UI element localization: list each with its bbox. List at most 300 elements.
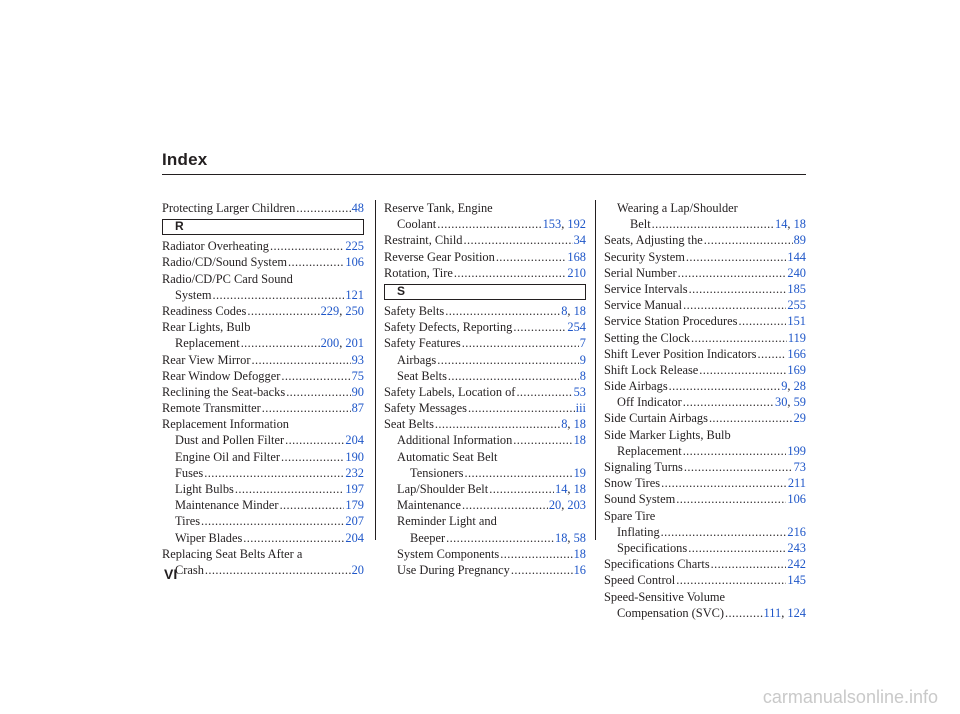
dot-leader	[725, 605, 762, 621]
page-refs	[787, 443, 806, 459]
dot-leader	[489, 481, 554, 497]
dot-leader	[652, 216, 774, 232]
entry-text: Snow Tires	[604, 476, 661, 491]
index-entry	[604, 410, 806, 426]
index-entry	[162, 254, 364, 270]
index-entry	[604, 249, 806, 265]
page-link[interactable]: 18	[555, 530, 568, 545]
page-link[interactable]: 242	[787, 557, 806, 572]
entry-text: Crash	[175, 562, 204, 577]
page-refs	[345, 432, 364, 448]
entry-text: Airbags	[397, 352, 437, 367]
index-entry	[604, 605, 806, 621]
index-entry	[162, 449, 364, 465]
page-refs	[321, 335, 364, 351]
page-link[interactable]: 166	[787, 346, 806, 361]
page-link[interactable]: 168	[567, 249, 586, 264]
entry-text: Rear View Mirror	[162, 352, 251, 367]
index-entry	[604, 459, 806, 475]
dot-leader	[709, 410, 793, 426]
dot-leader	[516, 384, 572, 400]
dot-leader	[448, 368, 579, 384]
index-entry	[384, 432, 586, 448]
index-entry	[384, 497, 586, 513]
page-link[interactable]: 93	[351, 352, 364, 367]
dot-leader	[280, 497, 345, 513]
page-link[interactable]: 169	[787, 362, 806, 377]
section-letter-box	[162, 219, 364, 235]
page-link[interactable]: 18	[573, 303, 586, 318]
page-ref-separator: ,	[561, 217, 568, 232]
dot-leader	[241, 335, 320, 351]
dot-leader	[454, 265, 567, 281]
page-refs	[787, 362, 806, 378]
page-ref-separator: ,	[787, 395, 794, 410]
index-entry	[604, 265, 806, 281]
index-entry	[162, 465, 364, 481]
page-link[interactable]: 87	[351, 401, 364, 416]
entry-text: Shift Lever Position Indicators	[604, 346, 757, 361]
entry-text: Additional Information	[397, 433, 513, 448]
index-entry	[384, 232, 586, 248]
page-refs	[764, 605, 806, 621]
index-entry	[162, 481, 364, 497]
entry-text: Fuses	[175, 465, 204, 480]
page-refs	[574, 465, 586, 481]
page-link[interactable]: 144	[787, 249, 806, 264]
page-ref-separator: ,	[561, 498, 568, 513]
page-refs	[561, 303, 586, 319]
index-entry	[162, 513, 364, 529]
dot-leader	[686, 249, 787, 265]
entry-text: Service Intervals	[604, 281, 688, 296]
index-column-2	[384, 200, 586, 578]
page-refs	[352, 352, 364, 368]
page-link[interactable]: 58	[573, 530, 586, 545]
dot-leader	[204, 465, 344, 481]
dot-leader	[513, 432, 572, 448]
page-refs	[576, 400, 586, 416]
entry-text: Specifications	[617, 540, 688, 555]
page-link[interactable]: 18	[573, 417, 586, 432]
page-link[interactable]: 145	[787, 573, 806, 588]
entry-text: Dust and Pollen Filter	[175, 433, 285, 448]
entry-text: Beeper	[410, 530, 446, 545]
page-link[interactable]: 121	[345, 287, 364, 302]
page-refs	[787, 297, 806, 313]
entry-text: Security System	[604, 249, 685, 264]
page-ref-separator: ,	[339, 303, 346, 318]
dot-leader	[691, 330, 787, 346]
entry-text: System Components	[397, 546, 500, 561]
page-link[interactable]: 14	[775, 217, 788, 232]
page-link[interactable]: 8	[561, 303, 568, 318]
entry-text: Rear Window Defogger	[162, 368, 281, 383]
page-refs	[580, 335, 586, 351]
dot-leader	[437, 216, 541, 232]
dot-leader	[669, 378, 781, 394]
page-link[interactable]: 216	[787, 524, 806, 539]
page-refs	[345, 254, 364, 270]
page-link[interactable]: 30	[775, 395, 788, 410]
entry-text: Safety Defects, Reporting	[384, 320, 513, 335]
index-entry	[604, 362, 806, 378]
entry-text: Replacement Information	[162, 417, 289, 432]
dot-leader	[270, 238, 344, 254]
page-link[interactable]: 250	[345, 303, 364, 318]
page-link[interactable]: 73	[793, 460, 806, 474]
index-entry	[384, 319, 586, 335]
index-heading	[162, 319, 364, 335]
page-link[interactable]: 240	[787, 265, 806, 280]
dot-leader	[689, 281, 787, 297]
entry-text: Radiator Overheating	[162, 239, 270, 254]
index-entry	[604, 394, 806, 410]
entry-text: System	[175, 287, 212, 302]
dot-leader	[462, 497, 548, 513]
entry-text: Replacement	[617, 443, 682, 458]
page-link[interactable]: 106	[787, 492, 806, 507]
dot-leader	[676, 572, 786, 588]
page-refs	[787, 249, 806, 265]
page-refs	[345, 481, 364, 497]
dot-leader	[511, 562, 573, 578]
entry-text: Coolant	[397, 217, 437, 232]
page-refs	[787, 556, 806, 572]
index-entry	[384, 562, 586, 578]
page-refs	[787, 346, 806, 362]
page-link[interactable]: 18	[573, 546, 586, 561]
dot-leader	[235, 481, 345, 497]
page-refs	[352, 368, 364, 384]
dot-leader	[688, 540, 786, 556]
index-heading	[162, 416, 364, 432]
page-link[interactable]: 151	[787, 314, 806, 329]
index-heading	[384, 200, 586, 216]
page-link[interactable]: 229	[320, 303, 340, 318]
index-entry	[162, 400, 364, 416]
dot-leader	[699, 362, 786, 378]
index-entry	[162, 432, 364, 448]
page-link[interactable]: 9	[579, 352, 586, 367]
page-refs	[345, 497, 364, 513]
page-link[interactable]: 48	[351, 201, 364, 215]
entry-text: Use During Pregnancy	[397, 562, 510, 577]
index-heading	[162, 271, 364, 287]
page-refs	[787, 524, 806, 540]
entry-text: Belt	[630, 217, 651, 232]
page-refs	[787, 313, 806, 329]
entry-text: Side Airbags	[604, 379, 668, 394]
page-link[interactable]: 19	[573, 465, 586, 480]
index-entry	[384, 249, 586, 265]
dot-leader	[513, 319, 566, 335]
page-refs	[787, 281, 806, 297]
page-link[interactable]: 210	[567, 265, 586, 280]
page-link[interactable]: 18	[793, 217, 806, 232]
dot-leader	[247, 303, 319, 319]
page-refs	[567, 249, 586, 265]
index-entry	[384, 416, 586, 432]
page-link[interactable]: 20	[351, 562, 364, 577]
page-refs	[574, 546, 586, 562]
page-refs	[787, 540, 806, 556]
entry-text: Readiness Codes	[162, 303, 247, 318]
page-link[interactable]: 53	[573, 384, 586, 399]
page-link[interactable]: 201	[345, 336, 364, 351]
dot-leader	[739, 313, 787, 329]
dot-leader	[201, 513, 344, 529]
page-refs	[561, 416, 586, 432]
index-entry	[162, 384, 364, 400]
page-link[interactable]: 232	[345, 465, 364, 480]
index-entry	[604, 232, 806, 248]
index-heading	[604, 508, 806, 524]
index-entry	[384, 265, 586, 281]
index-entry	[162, 352, 364, 368]
page-link[interactable]: iii	[575, 401, 586, 416]
entry-text: Speed Control	[604, 573, 676, 588]
dot-leader	[262, 400, 351, 416]
dot-leader	[683, 394, 774, 410]
dot-leader	[468, 400, 575, 416]
page-refs	[352, 562, 364, 578]
page-ref-separator: ,	[567, 417, 574, 432]
page-link[interactable]: 207	[345, 514, 364, 529]
column-divider	[595, 200, 596, 540]
dot-leader	[435, 416, 560, 432]
page-refs	[788, 330, 806, 346]
page-link[interactable]: 16	[573, 562, 586, 577]
page-refs	[345, 530, 364, 546]
page-refs	[345, 238, 364, 254]
page-number: VI	[164, 566, 178, 582]
page-refs	[781, 378, 806, 394]
entry-text: Remote Transmitter	[162, 401, 261, 416]
dot-leader	[500, 546, 572, 562]
page-refs	[345, 449, 364, 465]
watermark: carmanualsonline.info	[762, 687, 938, 707]
section-letter-box	[384, 284, 586, 300]
page-refs	[580, 352, 586, 368]
page-link[interactable]: 106	[345, 255, 364, 270]
dot-leader	[213, 287, 345, 303]
page-link[interactable]: 8	[561, 417, 568, 432]
dot-leader	[252, 352, 351, 368]
page-link[interactable]: 179	[345, 498, 364, 513]
dot-leader	[446, 530, 554, 546]
dot-leader	[711, 556, 787, 572]
index-entry	[384, 465, 586, 481]
page-refs	[794, 459, 806, 475]
page-link[interactable]: 185	[787, 281, 806, 296]
page-refs	[787, 491, 806, 507]
page-link[interactable]: 18	[573, 482, 586, 496]
entry-text: Tensioners	[410, 465, 464, 480]
index-entry	[604, 475, 806, 491]
index-entry	[384, 216, 586, 232]
index-entry	[604, 216, 806, 232]
page-link[interactable]: 8	[579, 368, 586, 383]
index-entry	[162, 530, 364, 546]
page-link[interactable]: 203	[567, 498, 586, 513]
page-refs	[574, 232, 586, 248]
page-ref-separator: ,	[567, 482, 574, 496]
page-link[interactable]: 75	[351, 368, 364, 383]
dot-leader	[205, 562, 351, 578]
entry-text: Maintenance Minder	[175, 498, 279, 513]
entry-text: Safety Belts	[384, 303, 445, 318]
page-link[interactable]: 255	[787, 298, 806, 313]
page-link[interactable]: 28	[793, 379, 806, 394]
page-link[interactable]: 243	[787, 540, 806, 555]
dot-leader	[243, 530, 344, 546]
page-link[interactable]: 90	[351, 384, 364, 399]
page-link[interactable]: 9	[781, 379, 788, 394]
dot-leader	[281, 449, 344, 465]
page-link[interactable]: 34	[573, 233, 586, 248]
dot-leader	[437, 352, 579, 368]
index-entry	[162, 200, 364, 216]
index-heading	[604, 589, 806, 605]
index-entry	[604, 297, 806, 313]
index-entry	[604, 572, 806, 588]
entry-text: Safety Messages	[384, 401, 467, 416]
page-ref-separator: ,	[339, 336, 346, 351]
entry-text: Wearing a Lap/Shoulder	[617, 201, 738, 215]
page-link[interactable]: 204	[345, 530, 364, 545]
page-link[interactable]: 29	[793, 411, 806, 426]
page-link[interactable]: 197	[345, 482, 364, 496]
entry-text: Side Curtain Airbags	[604, 411, 708, 426]
entry-text: Rear Lights, Bulb	[162, 320, 251, 335]
entry-text: Replacement	[175, 336, 240, 351]
page-link[interactable]: 14	[555, 482, 568, 496]
index-column-1	[162, 200, 364, 578]
page-link[interactable]: 153	[542, 217, 562, 232]
index-heading	[604, 427, 806, 443]
page-link[interactable]: 59	[793, 395, 806, 410]
index-entry	[604, 443, 806, 459]
entry-text: Shift Lock Release	[604, 362, 699, 377]
page-refs	[775, 394, 806, 410]
entry-text: Safety Labels, Location of	[384, 384, 516, 399]
entry-text: Speed-Sensitive Volume	[604, 589, 726, 604]
entry-text: Restraint, Child	[384, 233, 463, 248]
entry-text: Service Manual	[604, 298, 683, 313]
index-entry	[162, 335, 364, 351]
entry-text: Lap/Shoulder Belt	[397, 482, 489, 496]
entry-text: Rotation, Tire	[384, 265, 453, 280]
entry-text: Side Marker Lights, Bulb	[604, 427, 731, 442]
index-entry	[604, 378, 806, 394]
entry-text: Service Station Procedures	[604, 314, 738, 329]
page-refs	[543, 216, 586, 232]
page-link[interactable]: 211	[787, 476, 806, 491]
dot-leader	[281, 368, 350, 384]
dot-leader	[462, 335, 579, 351]
page-refs	[794, 232, 806, 248]
entry-text: Radio/CD/Sound System	[162, 255, 287, 270]
page-refs	[574, 384, 586, 400]
entry-text: Wiper Blades	[175, 530, 243, 545]
page-refs	[788, 475, 806, 491]
entry-text: Off Indicator	[617, 395, 682, 410]
entry-text: Reclining the Seat-backs	[162, 384, 286, 399]
index-heading	[604, 200, 806, 216]
index-heading	[384, 513, 586, 529]
entry-text: Serial Number	[604, 265, 677, 280]
index-heading	[162, 546, 364, 562]
page-title: Index	[162, 150, 208, 169]
page-link[interactable]: 7	[579, 336, 586, 351]
page-link[interactable]: 20	[548, 498, 562, 513]
index-entry	[604, 346, 806, 362]
dot-leader	[285, 432, 344, 448]
page-link[interactable]: 190	[345, 449, 364, 464]
page-link[interactable]: 18	[573, 433, 586, 448]
entry-text: Safety Features	[384, 336, 461, 351]
page-refs	[775, 216, 806, 232]
page-refs	[787, 572, 806, 588]
entry-text: Maintenance	[397, 498, 461, 513]
index-entry	[162, 562, 364, 578]
page-link[interactable]: 111	[763, 605, 782, 620]
index-entry	[604, 524, 806, 540]
page-link[interactable]: 225	[345, 239, 364, 254]
index-entry	[604, 491, 806, 507]
page-link[interactable]: 89	[793, 233, 806, 248]
entry-text: Reminder Light and	[397, 514, 497, 529]
page-link[interactable]: 199	[787, 443, 806, 458]
entry-text: Protecting Larger Children	[162, 201, 296, 215]
index-entry	[384, 546, 586, 562]
page-link[interactable]: 204	[345, 433, 364, 448]
dot-leader	[296, 200, 350, 216]
page-ref-separator: ,	[781, 605, 788, 620]
page-ref-separator: ,	[567, 530, 574, 545]
index-heading	[384, 449, 586, 465]
page-link[interactable]: 119	[787, 330, 806, 345]
page-refs	[345, 287, 364, 303]
index-entry	[162, 368, 364, 384]
page-refs	[574, 562, 586, 578]
dot-leader	[496, 249, 567, 265]
dot-leader	[676, 491, 786, 507]
dot-leader	[445, 303, 560, 319]
page-refs	[352, 384, 364, 400]
index-entry	[384, 384, 586, 400]
index-entry	[162, 287, 364, 303]
index-entry	[604, 330, 806, 346]
page-link[interactable]: 200	[320, 336, 340, 351]
page-link[interactable]: 124	[787, 605, 806, 620]
title-rule	[162, 174, 806, 175]
index-entry	[384, 303, 586, 319]
index-entry	[162, 303, 364, 319]
page-link[interactable]: 254	[567, 320, 586, 335]
index-entry	[384, 335, 586, 351]
page-ref-separator: ,	[787, 217, 794, 232]
page-link[interactable]: 192	[567, 217, 586, 232]
page-refs	[574, 432, 586, 448]
entry-text: Spare Tire	[604, 508, 656, 523]
dot-leader	[286, 384, 350, 400]
page-refs	[567, 265, 586, 281]
dot-leader	[661, 524, 787, 540]
dot-leader	[288, 254, 344, 270]
dot-leader	[463, 232, 572, 248]
